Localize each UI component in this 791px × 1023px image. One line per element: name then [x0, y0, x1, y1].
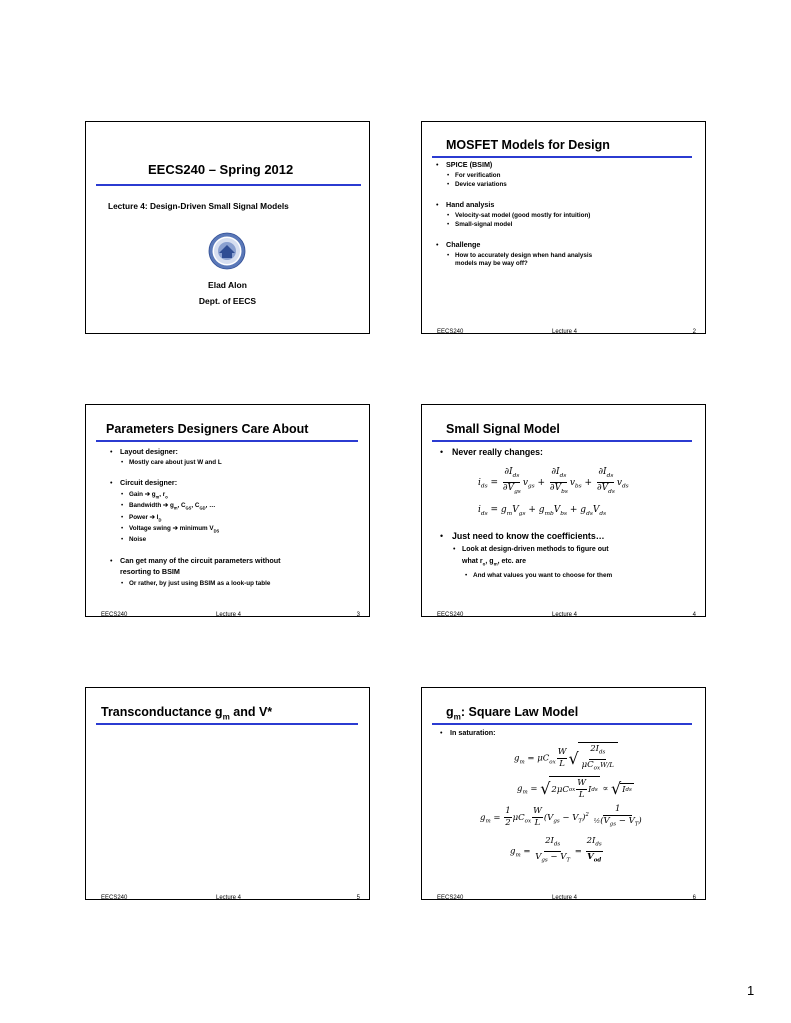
footer-page: 2: [692, 329, 696, 335]
bullet-line: Can get many of the circuit parameters without: [120, 556, 281, 565]
title-rule: [432, 723, 692, 725]
footer-lecture: Lecture 4: [552, 895, 578, 901]
title-rule: [96, 184, 361, 186]
swing-label: Voltage swing: [129, 524, 171, 532]
sub-bullet: • Mostly care about just W and L: [120, 459, 365, 466]
footer-lecture: Lecture 4: [552, 329, 578, 335]
slide-2-bullets: [436, 160, 696, 268]
slide-6: [421, 687, 706, 900]
footer-page: 5: [356, 895, 360, 901]
sub-bullet-line: Look at design-driven methods to figure out: [462, 546, 609, 553]
sub-sub-bullet: • And what values you want to choose for them: [464, 572, 700, 579]
slide-3-title: Parameters Designers Care About: [106, 422, 309, 436]
bullet: • Circuit designer:: [110, 478, 365, 487]
footer-course: EECS240: [101, 895, 128, 901]
bullet: • SPICE (BSIM): [436, 160, 696, 169]
footer-page: 3: [356, 612, 360, 618]
title-part: g: [446, 705, 454, 719]
footer-lecture: Lecture 4: [216, 612, 242, 618]
university-seal-icon: [208, 232, 246, 270]
equation-gm-proportional: $g_m$ = √ 2μC ox $\frac{W}{L}$ I ds ∝ √ I ds: [517, 778, 632, 800]
page-number: 1: [747, 983, 755, 998]
equation-gm-sqrt: $g_m = \mu C_{ox}$ $\frac{W}{L}$ √ $\frac{2I_{ds}}{\mu C_{ox}W/L}$: [514, 742, 618, 774]
bullet: • Never really changes:: [440, 447, 543, 457]
sub-bullet-line: How to accurately design when hand analysis: [455, 252, 593, 259]
sub-bullet: • Gain ➔ $g_m$, $r_o$: [120, 491, 365, 499]
slide-4-title: Small Signal Model: [446, 422, 560, 436]
footer-course: EECS240: [437, 329, 464, 335]
sub-bullet: • For verification: [446, 172, 696, 179]
bandwidth-label: Bandwidth: [129, 502, 162, 510]
sub-bullet: • Or rather, by just using BSIM as a look-up table: [120, 580, 365, 587]
sub-bullet: • Small-signal model: [446, 221, 696, 228]
bullet: [110, 555, 365, 577]
gain-label: Gain: [129, 491, 143, 498]
bullet: • Challenge: [436, 240, 696, 249]
footer-lecture: Lecture 4: [552, 612, 578, 618]
equation-gm-vstar: $g_m$ = $\frac{2I_{ds}}{V_{gs} - V_T}$ = $\frac{2I_{ds}}{V_{od}}$: [510, 836, 602, 864]
sub-bullet: • Voltage swing ➔ minimum $V_{DS}$: [120, 525, 365, 533]
slide-2: [421, 121, 706, 334]
sub-bullet: • Velocity-sat model (good mostly for intuition): [446, 212, 696, 219]
title-rule: [96, 440, 358, 442]
slide-4: [421, 404, 706, 617]
slide-1: [85, 121, 370, 334]
slide-3-bullets: [110, 447, 365, 587]
equation-gm-overdrive: $g_m$ = $\frac{1}{2}$ $\mu C_{ox}$ $\frac{W}{L}$ $(V_{gs} - V_T)^2$ $\frac{1}{\frac{1}{2}(V_{gs} - V_T)}$: [480, 804, 642, 828]
title-sub: m: [222, 712, 230, 722]
bullet: • In saturation:: [440, 728, 496, 737]
title-sub: m: [453, 712, 461, 722]
sub-bullet: • Noise: [120, 536, 365, 543]
equation-ids-partial: $i_{ds}$ = $\frac{\partial I_{ds}}{\partial V_{gs}}$ $v_{gs}$ + $\frac{\partial I_{ds}}{\partial V_{bs}}$ $v_{bs}$ + $\frac{\partial I_{ds}}{\partial V_{ds}}$ $v_{ds}$: [478, 467, 629, 495]
slide-1-title: EECS240 – Spring 2012: [148, 162, 294, 177]
swing-tail: minimum V: [179, 524, 214, 532]
footer-page: 4: [692, 612, 696, 618]
slide-4-bullets: [440, 531, 700, 579]
footer-lecture: Lecture 4: [216, 895, 242, 901]
sub-bullet: • Bandwidth ➔ $g_m$, $C_{GS}$, $C_{GD}$, …: [120, 502, 365, 510]
footer-page: 6: [692, 895, 696, 901]
sub-bullet: • Look at design-driven methods to figure out what $r_o$, $g_m$, etc. are: [452, 544, 700, 570]
bullet: • Hand analysis: [436, 200, 696, 209]
sub-bullet-line: , etc. are: [497, 558, 527, 565]
sub-bullet-line: models may be way off?: [455, 260, 528, 267]
title-part: and V*: [229, 705, 273, 719]
slide-5: [85, 687, 370, 900]
footer-course: EECS240: [437, 895, 464, 901]
sub-bullet: • Device variations: [446, 181, 696, 188]
bullet-line: resorting to BSIM: [120, 567, 180, 576]
slide-5-title: [101, 705, 272, 722]
sub-bullet-line: what r: [462, 558, 483, 565]
author-name: Elad Alon: [208, 280, 247, 290]
bullet: • Just need to know the coefficients…: [440, 531, 700, 541]
sub-bullet: [446, 252, 696, 268]
bullet: • Layout designer:: [110, 447, 365, 456]
slide-6-title: [446, 705, 578, 722]
power-label: Power: [129, 513, 148, 521]
sub-bullet: • Power ➔ $I_D$: [120, 514, 365, 522]
title-rule: [432, 156, 692, 158]
slide-2-title: MOSFET Models for Design: [446, 138, 610, 152]
title-part: Transconductance g: [101, 705, 223, 719]
title-rule: [432, 440, 692, 442]
slide-3: [85, 404, 370, 617]
footer-course: EECS240: [101, 612, 128, 618]
author-dept: Dept. of EECS: [198, 296, 257, 306]
title-part: : Square Law Model: [460, 705, 579, 719]
footer-course: EECS240: [437, 612, 464, 618]
slide-1-subtitle: Lecture 4: Design-Driven Small Signal Models: [108, 201, 289, 211]
equation-ids-smallsignal: $i_{ds} = g_mV_{gs} + g_{mb}V_{bs} + g_{ds}V_{ds}$: [478, 505, 607, 517]
title-rule: [96, 723, 358, 725]
